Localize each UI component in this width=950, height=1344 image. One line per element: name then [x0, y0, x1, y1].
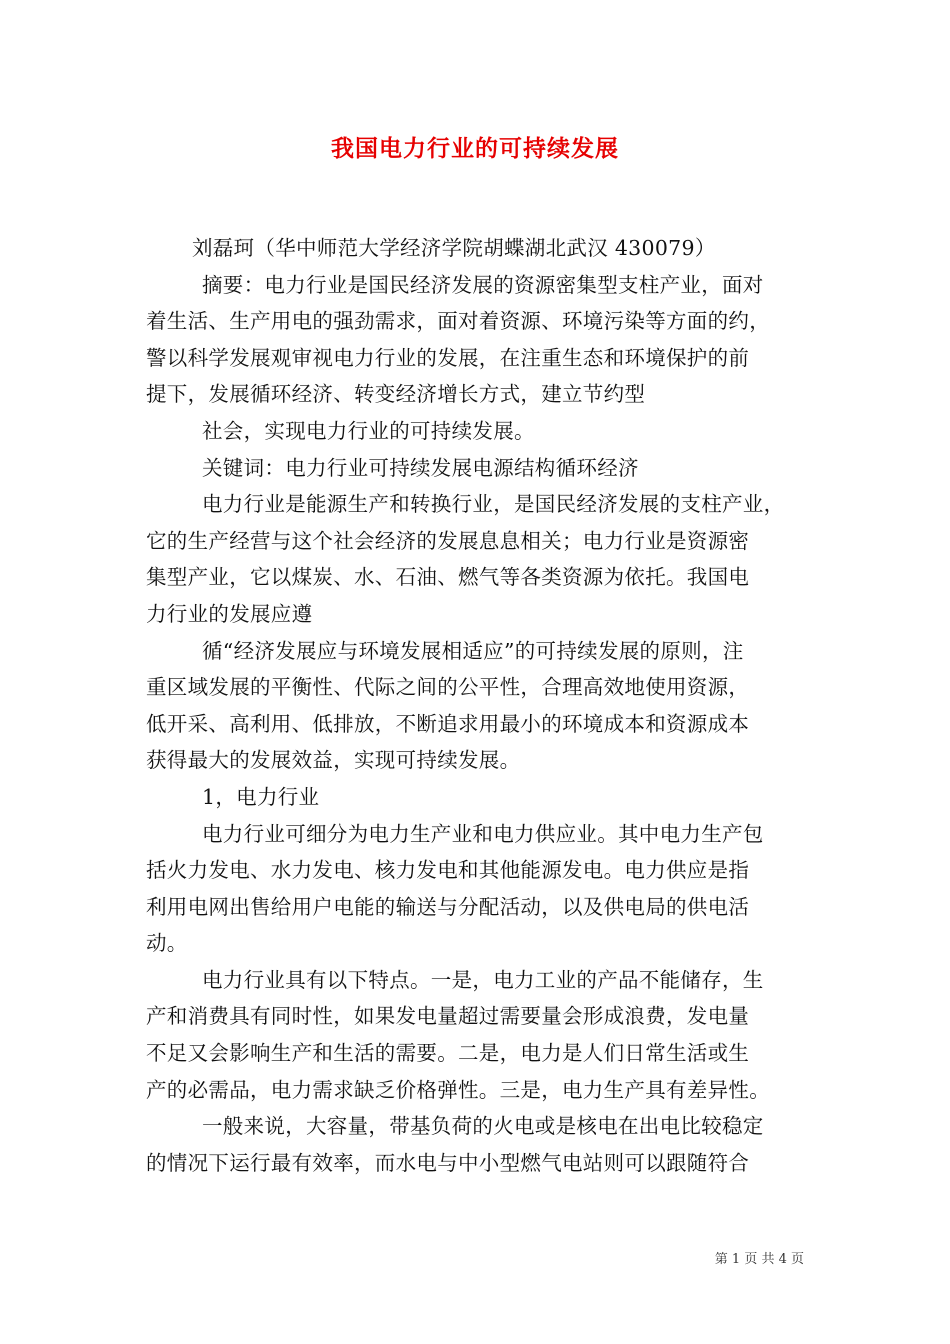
text-line: 电力行业具有以下特点。一是，电力工业的产品不能储存，生 — [202, 967, 764, 992]
text-line: 括火力发电、水力发电、核力发电和其他能源发电。电力供应是指 — [146, 858, 750, 883]
text-line: 它的生产经营与这个社会经济的发展息息相关；电力行业是资源密 — [146, 528, 750, 553]
page-number-footer: 第 1 页 共 4 页 — [714, 1252, 804, 1267]
text-line: 着生活、生产用电的强劲需求，面对着资源、环境污染等方面的约， — [146, 309, 770, 334]
author-line: 刘磊珂（华中师范大学经济学院胡蝶湖北武汉 430079） — [192, 236, 716, 260]
text-line: 关键词：电力行业可持续发展电源结构循环经济 — [202, 455, 639, 480]
text-line: 一般来说，大容量，带基负荷的火电或是核电在出电比较稳定 — [202, 1114, 764, 1139]
text-line: 获得最大的发展效益，实现可持续发展。 — [146, 748, 521, 773]
document-body — [146, 230, 806, 1181]
text-line: 产和消费具有同时性，如果发电量超过需要量会形成浪费，发电量 — [146, 1004, 750, 1029]
text-line: 社会，实现电力行业的可持续发展。 — [202, 418, 535, 443]
text-line: 摘要：电力行业是国民经济发展的资源密集型支柱产业，面对 — [202, 272, 764, 297]
text-line: 警以科学发展观审视电力行业的发展，在注重生态和环境保护的前 — [146, 345, 750, 370]
text-line: 循“经济发展应与环境发展相适应”的可持续发展的原则，注 — [202, 638, 744, 663]
text-line: 的情况下运行最有效率，而水电与中小型燃气电站则可以跟随符合 — [146, 1150, 750, 1175]
text-line: 产的必需品，电力需求缺乏价格弹性。三是，电力生产具有差异性。 — [146, 1077, 770, 1102]
text-line: 电力行业可细分为电力生产业和电力供应业。其中电力生产包 — [202, 821, 764, 846]
text-line: 提下，发展循环经济、转变经济增长方式，建立节约型 — [146, 382, 646, 407]
text-line: 利用电网出售给用户电能的输送与分配活动，以及供电局的供电活 — [146, 894, 750, 919]
document-title: 我国电力行业的可持续发展 — [331, 136, 619, 162]
text-line: 电力行业是能源生产和转换行业，是国民经济发展的支柱产业， — [202, 492, 785, 517]
text-line: 动。 — [146, 931, 188, 956]
text-line: 力行业的发展应遵 — [146, 601, 313, 626]
text-line: 重区域发展的平衡性、代际之间的公平性，合理高效地使用资源， — [146, 675, 750, 700]
text-line: 低开采、高利用、低排放，不断追求用最小的环境成本和资源成本 — [146, 711, 750, 736]
text-line: 集型产业，它以煤炭、水、石油、燃气等各类资源为依托。我国电 — [146, 565, 750, 590]
text-line: 不足又会影响生产和生活的需要。二是，电力是人们日常生活或生 — [146, 1041, 750, 1066]
text-line: 1，电力行业 — [202, 784, 320, 809]
